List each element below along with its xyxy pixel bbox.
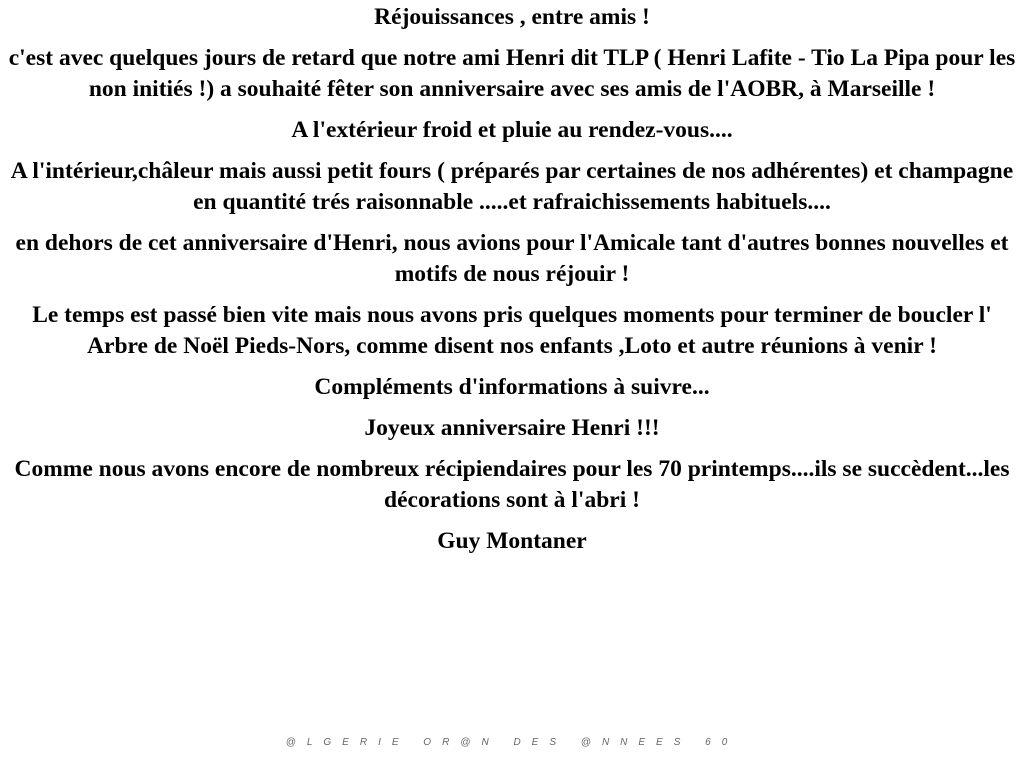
paragraph-6: Compléments d'informations à suivre... — [314, 374, 710, 400]
paragraph-3: A l'intérieur,châleur mais aussi petit fours ( préparés par certaines de nos adhérentes) et champagne en quantité trés raisonnable .....et rafraichissements habituels.... — [10, 158, 1014, 215]
paragraph-8: Comme nous avons encore de nombreux récipiendaires pour les 70 printemps....ils se succèdent...les décorations sont à l'abri ! — [14, 456, 1010, 513]
paragraph-4: en dehors de cet anniversaire d'Henri, nous avions pour l'Amicale tant d'autres bonnes nouvelles et motifs de nous réjouir ! — [15, 230, 1009, 287]
paragraph-1: c'est avec quelques jours de retard que notre ami Henri dit TLP ( Henri Lafite - Tio La Pipa pour les non initiés !) a souhaité fêter son anniversaire avec ses amis de l'AOBR, à Marseille ! — [8, 45, 1016, 102]
paragraph-2: A l'extérieur froid et pluie au rendez-vous.... — [291, 117, 733, 143]
paragraph-5: Le temps est passé bien vite mais nous avons pris quelques moments pour terminer de boucler l' Arbre de Noël Pieds-Nors, comme disent nos enfants ,Loto et autre réunions à venir ! — [32, 302, 992, 359]
signature: Guy Montaner — [437, 528, 587, 554]
site-footer-text: @LGERIE OR@N DES @NNEES 60 — [285, 737, 739, 748]
paragraph-7: Joyeux anniversaire Henri !!! — [364, 415, 660, 441]
article-title: Réjouissances , entre amis ! — [374, 4, 650, 30]
